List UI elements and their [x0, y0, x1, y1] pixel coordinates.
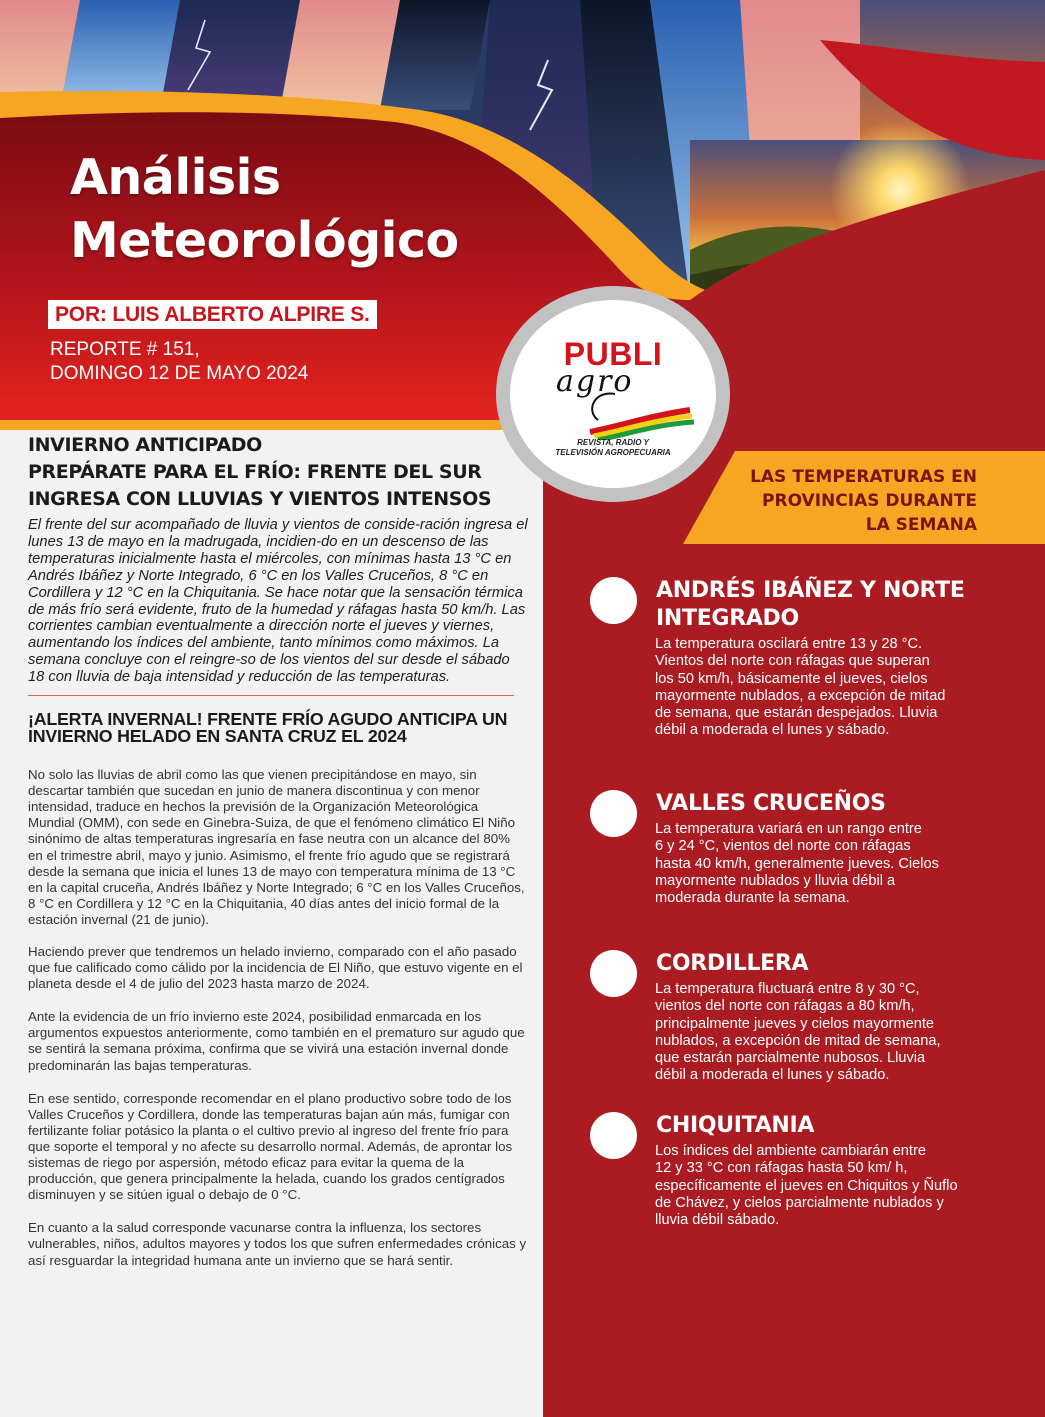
region-text-line: de semana, que estarán despejados. Lluvia — [655, 705, 938, 722]
region-text-line: débil a moderada el lunes y sábado. — [655, 1067, 890, 1084]
logo-brand-bottom: agro — [556, 364, 634, 399]
region-title — [656, 577, 1010, 633]
bullet-dot-icon — [590, 577, 637, 624]
region-title — [656, 790, 1010, 818]
headline-line-3: INGRESA CON LLUVIAS Y VIENTOS INTENSOS — [28, 488, 492, 510]
region-text-line: nublados, a excepción de mitad de semana, — [655, 1032, 941, 1049]
region-title — [656, 950, 1010, 978]
callout-text — [750, 465, 977, 537]
report-number: REPORTE # 151, — [50, 339, 200, 360]
region-description — [655, 1143, 1010, 1229]
logo-tagline-line-2: TELEVISIÓN AGROPECUARIA — [555, 448, 671, 457]
region-title-line-1: CORDILLERA — [656, 951, 809, 976]
region-description — [655, 636, 1010, 740]
region-text-line: 6 y 24 °C, vientos del norte con ráfagas — [655, 838, 911, 855]
author-badge: POR: LUIS ALBERTO ALPIRE S. — [48, 300, 377, 329]
region-text-line: Vientos del norte con ráfagas que superan — [655, 653, 930, 670]
body-paragraph: No solo las lluvias de abril como las que vienen precipitándose en mayo, sin descartar también que sucedan en junio de manera discontinua y con menor intensidad, traduce en hechos la previsión de la Organización Meteorológica Mundial (OMM), con sede en Ginebra-Suiza, de que el fenómeno climático El Niño sinónimo de altas temperaturas ingresaría en fase neutra con un alcance del 80% en el trimestre abril, mayo y junio. Asimismo, el frente frío agudo que se registrará desde la semana que inicia el lunes 13 de mayo con temperatura mínima de 13 °C en la capital cruceña, Andrés Ibáñez y Norte Integrado; 6 °C en los Valles Cruceños, 8 °C en Cordillera y 12 °C en la Chiquitania, 40 días antes del inicio formal de la estación invernal (21 de junio). — [28, 767, 525, 927]
region-title — [656, 1112, 1010, 1140]
region-text-line: los 50 km/h, básicamente el jueves, cielos — [655, 670, 928, 687]
region-text-line: vientos del norte con ráfagas a 80 km/h, — [655, 998, 915, 1015]
bullet-dot-icon — [590, 790, 637, 837]
headline-line-1: INVIERNO ANTICIPADO — [28, 434, 262, 456]
region-chiquitania — [590, 1112, 1010, 1229]
region-text-line: La temperatura variará en un rango entre — [655, 821, 922, 837]
region-andres-ibanez — [590, 577, 1010, 740]
region-text-line: Los índices del ambiente cambiarán entre — [655, 1143, 926, 1159]
logo-flag-icon — [580, 380, 700, 440]
callout-line-1: LAS TEMPERATURAS EN — [750, 467, 977, 487]
article-column — [28, 432, 528, 1269]
region-description — [655, 981, 1010, 1085]
body-paragraph: Ante la evidencia de un frío invierno este 2024, posibilidad enmarcada en los argumentos expuestos anteriormente, como también en el prematuro sur agudo que se sentirá la semana próxima, confirma que se vivirá una estación invernal donde predominarán las bajas temperaturas. — [28, 1009, 525, 1073]
body-paragraph: En cuanto a la salud corresponde vacunarse contra la influenza, los sectores vulnerables, niños, adultos mayores y todos los que sufren enfermedades crónicas y así resguardar la integridad humana ante un invierno que se hará sentir. — [28, 1220, 527, 1268]
title-line-2: Meteorológico — [70, 212, 459, 269]
region-title-line-1: ANDRÉS IBÁÑEZ Y NORTE — [656, 578, 965, 603]
region-text-line: mayormente nublados y lluvia débil a — [655, 872, 896, 889]
callout-line-3: LA SEMANA — [865, 515, 977, 535]
logo-tagline-line-1: REVISTA, RADIO Y — [577, 438, 649, 447]
region-title-line-1: VALLES CRUCEÑOS — [656, 791, 886, 816]
region-valles-crucenos — [590, 790, 1010, 907]
alert-line-1: ¡ALERTA INVERNAL! FRENTE FRÍO AGUDO ANTICIPA UN — [28, 709, 508, 730]
page-title — [70, 146, 459, 272]
logo-brand-top: PUBLI — [563, 336, 663, 372]
callout-line-2: PROVINCIAS DURANTE — [762, 491, 977, 511]
region-text-line: La temperatura fluctuará entre 8 y 30 °C, — [655, 981, 920, 997]
region-cordillera — [590, 950, 1010, 1085]
provinces-callout — [683, 451, 1045, 544]
title-line-1: Análisis — [70, 149, 281, 206]
region-text-line: específicamente el jueves en Chiquitos y Ñuflo — [655, 1177, 958, 1194]
intro-paragraph: El frente del sur acompañado de lluvia y vientos de conside-ración ingresa el lunes 13 de mayo en la madrugada, incidien-do en un descenso de las temperaturas inicialmente hasta el miércoles, con mínimas hasta 13 °C en Andrés Ibáñez y Norte Integrado, 6 °C en los Valles Cruceños, 8 °C en Cordillera y 12 °C en la Chiquitania. Se hace notar que la sensación térmica de más frío será evidente, fruto de la humedad y ráfagas hasta 50 km/h. Las corrientes cambian eventualmente a dirección norte el jueves y viernes, aumentando los índices del ambiente, tanto mínimos como máximos. La semana concluye con el reingre-so de los vientos del sur desde el sábado 18 con lluvia de baja intensidad y reducción de las temperaturas. — [28, 517, 528, 686]
region-text-line: mayormente nublados, a excepción de mitad — [655, 687, 946, 704]
region-text-line: La temperatura oscilará entre 13 y 28 °C. — [655, 636, 923, 652]
alert-line-2: INVIERNO HELADO EN SANTA CRUZ EL 2024 — [28, 726, 407, 747]
report-info — [50, 338, 308, 386]
alert-heading — [28, 711, 528, 745]
region-text-line: que estarán parcialmente nubosos. Lluvia — [655, 1050, 926, 1067]
bullet-dot-icon — [590, 1112, 637, 1159]
region-description — [655, 821, 1010, 907]
body-paragraph: Haciendo prever que tendremos un helado invierno, comparado con el año pasado que fue calificado como cálido por la incidencia de El Niño, que estuvo vigente en el planeta desde el 4 de julio del 2023 hasta marzo de 2024. — [28, 944, 523, 992]
region-text-line: principalmente jueves y cielos mayormente — [655, 1015, 935, 1032]
region-title-line-1: CHIQUITANIA — [656, 1113, 815, 1138]
region-text-line: 12 y 33 °C con ráfagas hasta 50 km/ h, — [655, 1160, 908, 1177]
region-text-line: de Chávez, y cielos parcialmente nublados y — [655, 1194, 944, 1211]
region-text-line: débil a moderada el lunes y sábado. — [655, 722, 890, 739]
section-divider — [28, 695, 514, 696]
report-date: DOMINGO 12 DE MAYO 2024 — [50, 363, 309, 384]
article-headline — [28, 432, 528, 513]
region-text-line: lluvia débil sábado. — [655, 1212, 780, 1229]
region-text-line: moderada durante la semana. — [655, 890, 850, 907]
body-paragraph: En ese sentido, corresponde recomendar en el plano productivo sobre todo de los Valles Cruceños y Cordillera, donde las temperaturas bajan aún más, fumigar con fertilizante foliar potásico la planta o el cultivo previo al ingreso del frente frío para que soporte el temporal y no afecte su desarrollo normal. Además, de aprontar los sistemas de riego por aspersión, método eficaz para evitar la quema de la producción, que genera principalmente la helada, cuando los grados centígrados disminuyen y se sitúen igual o debajo de 0 °C. — [28, 1090, 513, 1203]
bullet-dot-icon — [590, 950, 637, 997]
headline-line-2: PREPÁRATE PARA EL FRÍO: FRENTE DEL SUR — [28, 461, 482, 483]
region-text-line: hasta 40 km/h, generalmente jueves. Cielos — [655, 855, 939, 872]
region-title-line-2: INTEGRADO — [656, 606, 799, 631]
